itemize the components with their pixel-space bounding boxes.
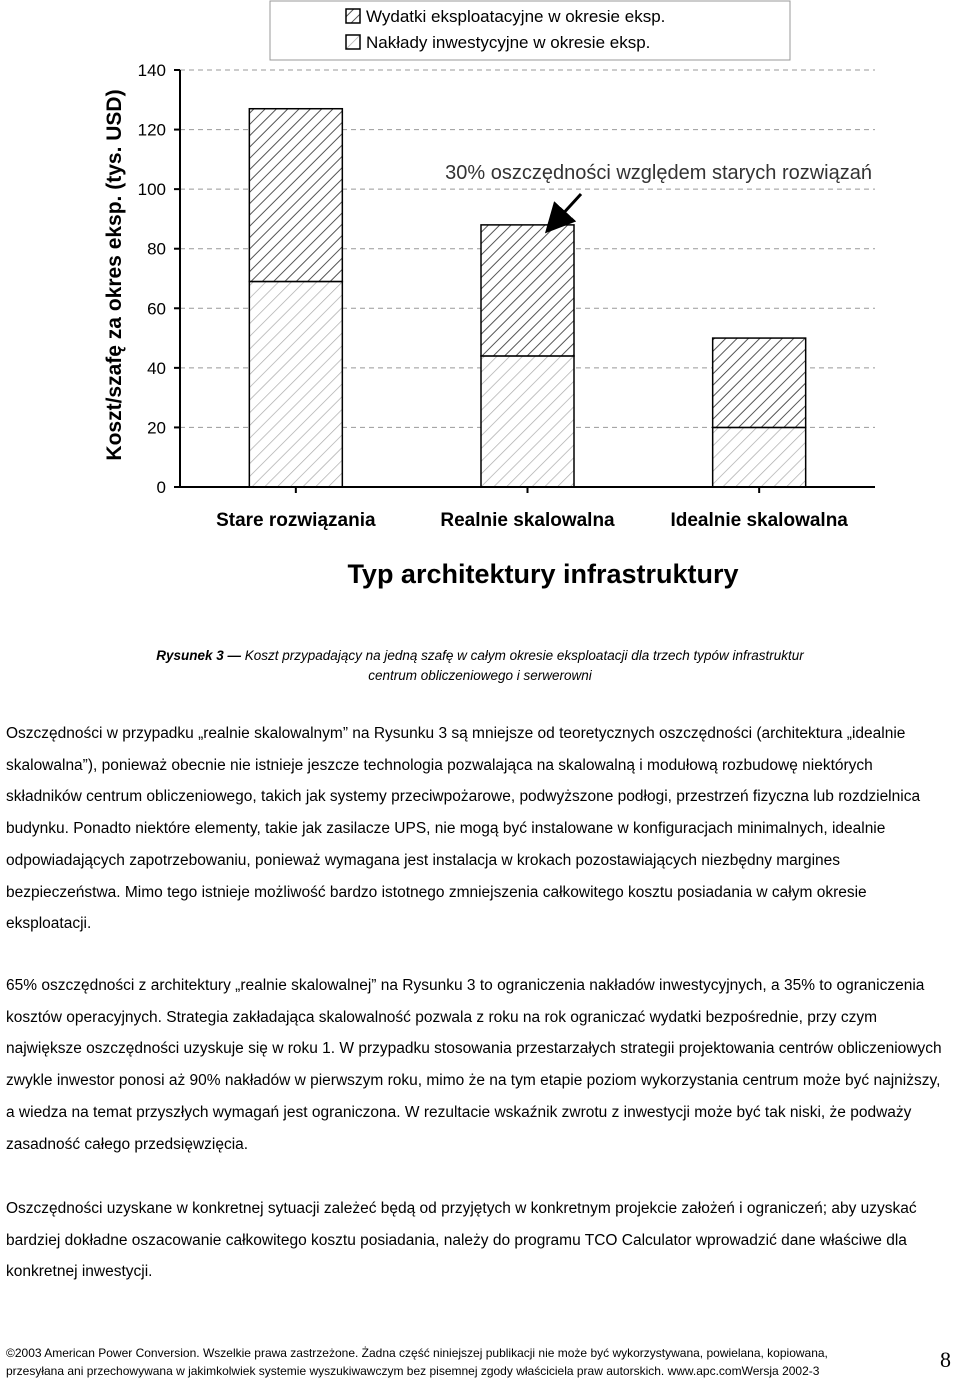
legend-swatch-operating	[346, 9, 360, 23]
y-tick-label: 20	[147, 418, 166, 438]
caption-text-1: Koszt przypadający na jedną szafę w całym okresie eksploatacji dla trzech typów infrastruktur	[244, 648, 804, 663]
chart-annotation	[445, 162, 872, 229]
annotation-text: 30% oszczędności względem starych rozwiązań	[445, 162, 872, 184]
x-category-label: Realnie skalowalna	[440, 510, 615, 531]
bar-segment	[481, 225, 574, 356]
legend-swatch-capital	[346, 35, 360, 49]
paragraph-1	[6, 718, 952, 940]
x-category-label: Stare rozwiązania	[216, 510, 376, 531]
footer-version: Wersja 2002-3	[741, 1364, 820, 1378]
y-tick-label: 60	[147, 299, 166, 319]
annotation-arrow	[549, 194, 581, 229]
chart-categories	[216, 510, 848, 531]
page-number: 8	[940, 1347, 951, 1372]
caption-label: Rysunek 3	[156, 648, 224, 663]
paragraph-3-text: Oszczędności uzyskane w konkretnej sytuacji zależeć będą od przyjętych w konkretnym projekcie założeń i ograniczeń; aby uzyskać bardziej dokładne oszacowanie całkowitego kosztu posiadania, należy do programu TCO Calculator wprowadzić dane właściwe dla konkretnej inwestycji.	[6, 1200, 917, 1281]
paragraph-2-text: 65% oszczędności z architektury „realnie skalowalnej” na Rysunku 3 to ograniczenia nakładów inwestycyjnych, a 35% to ograniczenia kosztów operacyjnych. Strategia zakładająca skalowalność pozwala z roku na rok ograniczać wydatki bezpośrednie, przy czym największe oszczędności uzyskuje się w roku 1. W przypadku stosowania przestarzałych strategii projektowania centrów obliczeniowych zwykle inwestor ponosi aż 90% nakładów w pierwszym roku, mimo że na tym etapie poziom wykorzystania centrum może być najniższy, a wiedza na temat przyszłych wymagań jest ograniczona. W rezultacie wskaźnik zwrotu z inwestycji może być tak niski, że podważy zasadność całego przedsięwzięcia.	[6, 977, 942, 1153]
y-tick-label: 80	[147, 239, 166, 259]
chart-legend	[270, 1, 790, 60]
bar-segment	[249, 109, 342, 282]
caption-line-2: centrum obliczeniowego i serwerowni	[368, 668, 592, 683]
x-category-label: Idealnie skalowalna	[670, 510, 848, 531]
paragraph-1-text: Oszczędności w przypadku „realnie skalowalnym” na Rysunku 3 są mniejsze od teoretycznych oszczędności (architektura „idealnie skalowalna”), ponieważ obecnie nie istnieje jeszcze technologia pozwalająca na skalowalną i modułową rozbudowę niektórych składników centrum obliczeniowego, takich jak systemy przeciwpożarowe, podwyższone podłogi, przestrzeń fizyczna lub rozdzielnica budynku. Ponadto niektóre elementy, takie jak zasilacze UPS, nie mogą być instalowane w konfiguracjach minimalnych, idealnie odpowiadających zapotrzebowaniu, ponieważ wymagana jest instalacja w krokach pozostawiających niezbędny margines bezpieczeństwa. Mimo tego istnieje możliwość bardzo istotnego zmniejszenia całkowitego kosztu posiadania w całym okresie eksploatacji.	[6, 725, 921, 933]
cost-chart	[0, 0, 960, 612]
bar-segment	[713, 338, 806, 427]
y-tick-label: 0	[156, 478, 166, 497]
bar-segment	[481, 356, 574, 487]
footer-line-1: ©2003 American Power Conversion. Wszelkie prawa zastrzeżone. Żadna część niniejszej publikacji nie może być wykorzystywana, powielana, kopiowana,	[6, 1346, 828, 1360]
footer-line-2	[6, 1362, 926, 1380]
y-tick-label: 120	[137, 120, 166, 140]
bar-segment	[249, 281, 342, 487]
legend-label-capital: Nakłady inwestycyjne w okresie eksp.	[366, 33, 651, 52]
y-tick-label: 140	[137, 61, 166, 80]
page-footer	[6, 1344, 926, 1380]
paragraph-3	[6, 1193, 952, 1288]
figure-caption	[0, 646, 960, 686]
paragraph-2	[6, 970, 952, 1160]
y-tick-label: 100	[137, 180, 166, 200]
y-tick-label: 40	[147, 358, 166, 378]
caption-line-1	[0, 646, 960, 666]
legend-label-operating: Wydatki eksploatacyjne w okresie eksp.	[366, 7, 666, 26]
bar-segment	[713, 427, 806, 487]
caption-dash: —	[223, 648, 245, 663]
x-axis-label: Typ architektury infrastruktury	[347, 559, 739, 589]
y-axis-label: Koszt/szafę za okres eksp. (tys. USD)	[103, 89, 126, 461]
chart-y-ticks	[138, 61, 180, 497]
footer-copyright: przesyłana ani przechowywana w jakimkolwiek systemie wyszukiwawczym bez pisemnej zgody właściciela praw autorskich. www.apc.com	[6, 1364, 742, 1378]
